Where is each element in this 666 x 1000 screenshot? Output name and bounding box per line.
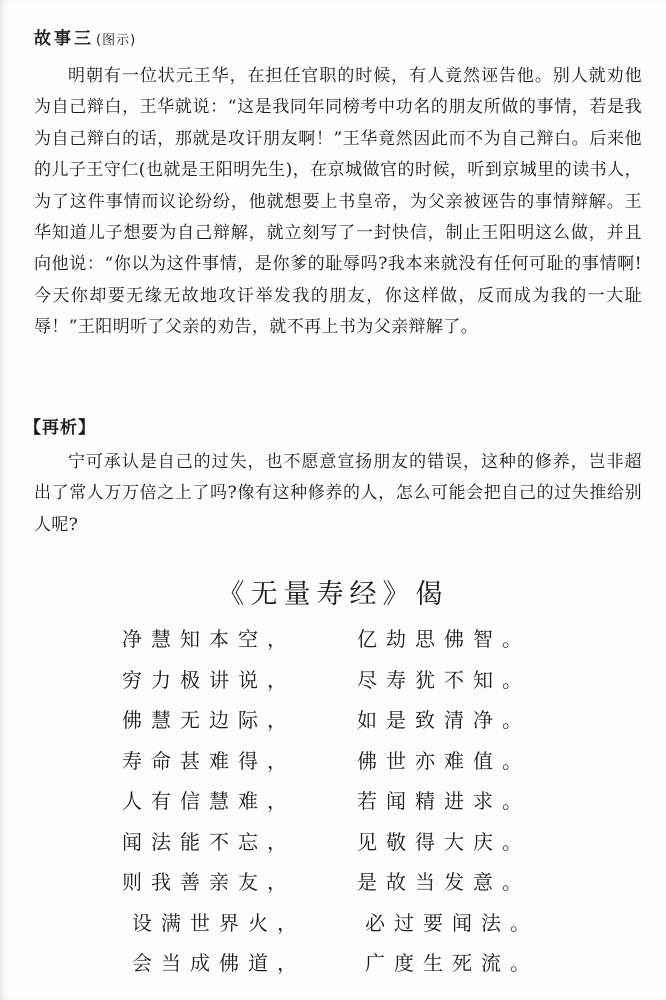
poem-line-second-half: 广度生死流。	[365, 951, 539, 975]
poem-line	[0, 907, 666, 948]
poem-line	[0, 947, 666, 988]
poem-line-first-half: 设满世界火，	[132, 910, 306, 935]
poem-line-first-half: 会当成佛道，	[132, 951, 306, 975]
poem-line-second-half: 若闻精进求。	[357, 789, 531, 813]
poem-line-second-half: 亿劫思佛智。	[357, 627, 531, 651]
story-heading	[34, 24, 136, 49]
poem-line-second-half: 见敬得大庆。	[357, 829, 531, 854]
poem-line-second-half: 如是致清净。	[357, 708, 531, 732]
poem-line-first-half: 闻法能不忘，	[122, 829, 296, 854]
poem-line	[0, 745, 666, 786]
poem-line-first-half: 净慧知本空，	[122, 627, 296, 651]
analysis-paragraph: 宁可承认是自己的过失，也不愿意宣扬朋友的错误，这种的修养，岂非超出了常人万万倍之上了吗?像有这种修养的人，怎么可能会把自己的过失推给别人呢?	[34, 452, 642, 535]
story-title-note: (图示)	[96, 33, 137, 48]
poem-line-second-half: 尽寿犹不知。	[357, 667, 531, 692]
poem-line-first-half: 人有信慧难，	[122, 789, 296, 813]
poem-line-first-half: 穷力极讲说，	[122, 667, 296, 692]
story-paragraph: 明朝有一位状元王华，在担任官职的时候，有人竟然诬告他。别人就劝他为自己辩白，王华就说：“这是我同年同榜考中功名的朋友所做的事情，若是我为自己辩白的话，那就是攻讦朋友啊！”王华竟然因此而不为自己辩白。后来他的儿子王守仁(也就是王阳明先生)，在京城做官的时候，听到京城里的读书人，为了这件事情而议论纷纷，他就想要上书皇帝，为父亲被诬告的事情辩解。王华知道儿子想要为自己辩解，就立刻写了一封快信，制止王阳明这么做，并且向他说：“你以为这件事情，是你爹的耻辱吗?我本来就没有任何可耻的事情啊!今天你却要无缘无故地攻讦举发我的朋友，你这样做，反而成为我的一大耻辱！”王阳明听了父亲的劝告，就不再上书为父亲辩解了。	[34, 66, 642, 338]
poem-line-first-half: 则我善亲友，	[122, 870, 296, 894]
poem-line	[0, 866, 666, 907]
poem-title: 《无量寿经》偈	[217, 579, 449, 610]
poem-line-second-half: 必过要闻法。	[365, 910, 539, 935]
poem-line	[0, 664, 666, 705]
poem-line-second-half: 佛世亦难值。	[357, 748, 531, 773]
story-title: 故事三	[34, 29, 94, 49]
poem-line	[0, 785, 666, 826]
analysis-title: 【再析】	[24, 418, 96, 438]
poem-line-second-half: 是故当发意。	[357, 870, 531, 894]
poem-line-first-half: 佛慧无边际，	[122, 708, 296, 732]
poem-line	[0, 704, 666, 745]
poem-line-first-half: 寿命甚难得，	[122, 748, 296, 773]
poem-line	[0, 623, 666, 664]
poem-verses	[0, 623, 666, 988]
poem-line	[0, 826, 666, 867]
